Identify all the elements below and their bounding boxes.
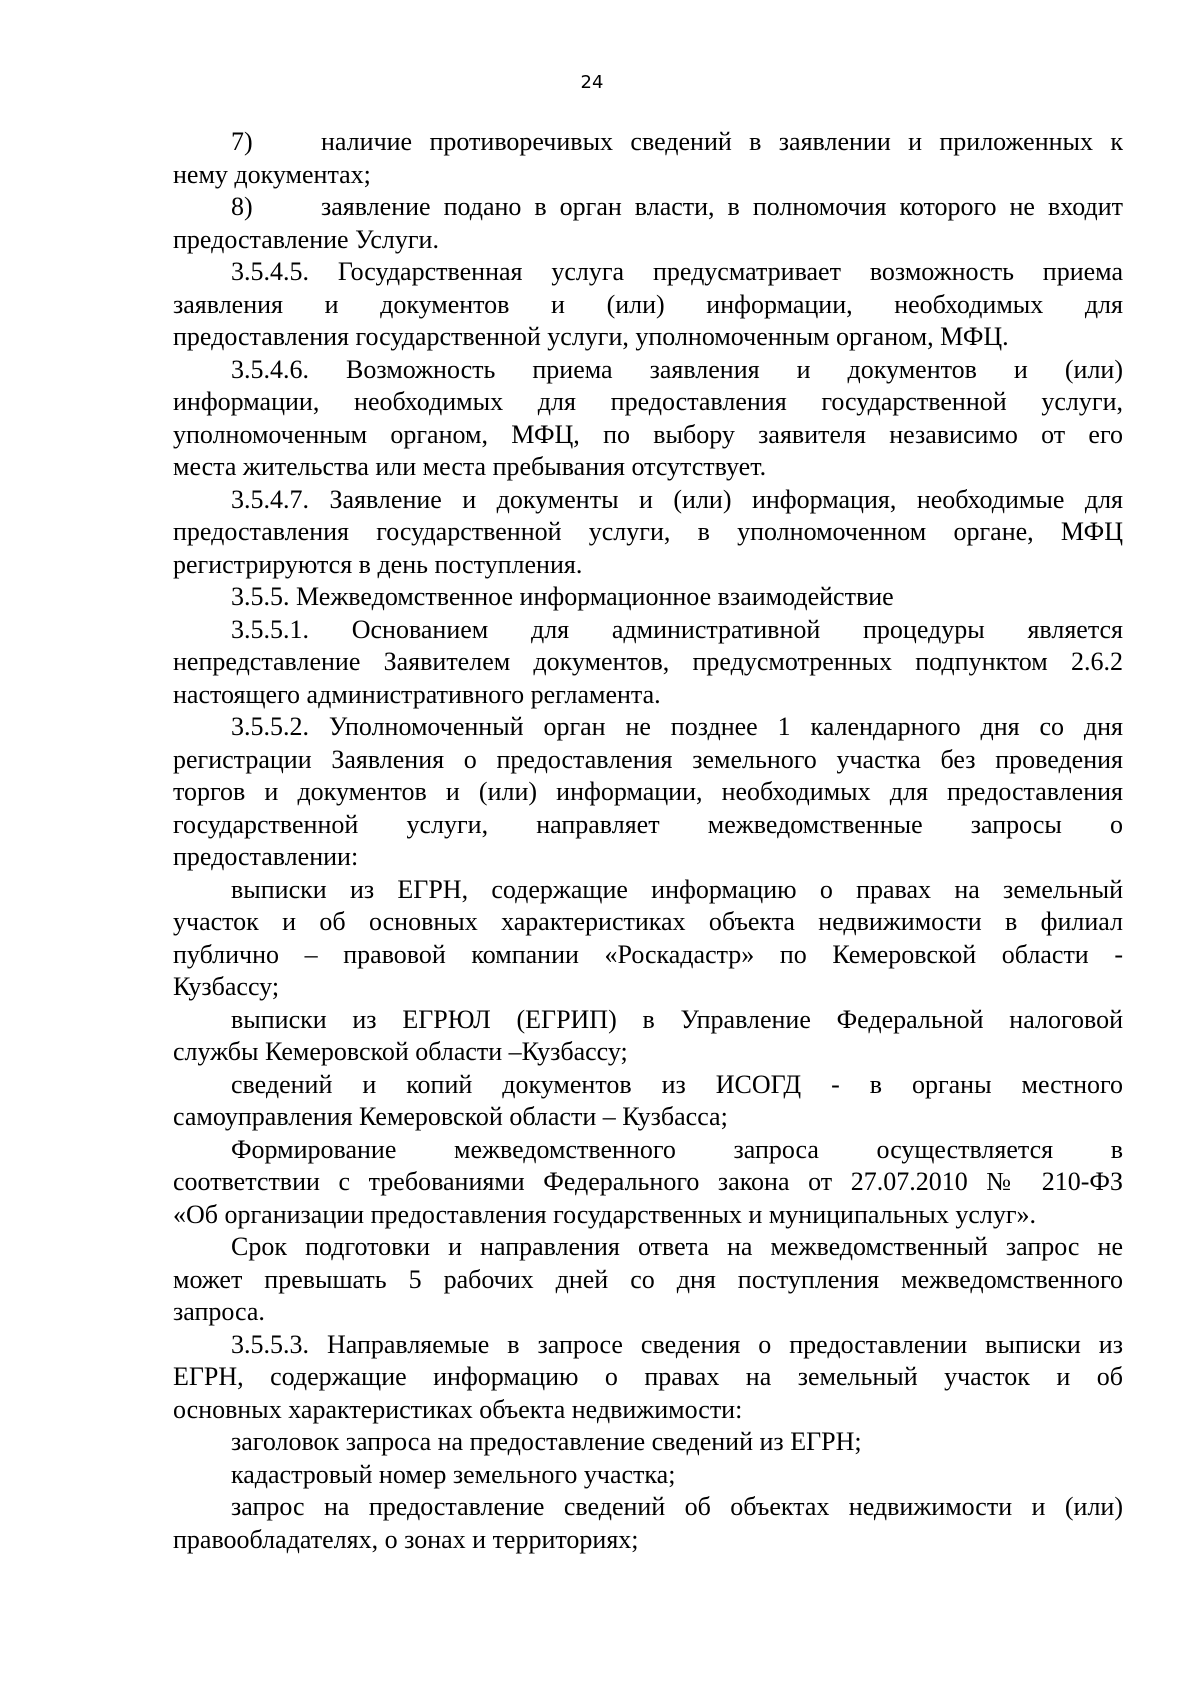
paragraph-line: сведений и копий документов из ИСОГД - в органы местного — [231, 1069, 1123, 1099]
paragraph-line: 3.5.4.6. Возможность приема заявления и документов и (или) — [231, 354, 1123, 384]
paragraph-line: заявления и документов и (или) информации, необходимых для — [173, 289, 1123, 319]
list-item — [173, 191, 1123, 256]
paragraph — [173, 354, 1123, 484]
paragraph — [173, 1134, 1123, 1232]
paragraph-line: соответствии с требованиями Федерального закона от 27.07.2010 № 210-ФЗ — [173, 1167, 1123, 1196]
paragraph-line: непредставление Заявителем документов, предусмотренных подпунктом 2.6.2 — [173, 647, 1123, 676]
paragraph — [173, 874, 1123, 1004]
paragraph-line: основных характеристиках объекта недвижимости: — [173, 1394, 743, 1424]
paragraph-line: 3.5.4.7. Заявление и документы и (или) информация, необходимые для — [231, 484, 1123, 514]
list-item — [173, 126, 1123, 191]
paragraph-line: заголовок запроса на предоставление сведений из ЕГРН; — [231, 1427, 862, 1456]
paragraph-line: «Об организации предоставления государственных и муниципальных услуг». — [173, 1199, 1037, 1229]
list-item-number: 7) — [231, 127, 253, 156]
paragraph — [173, 484, 1123, 582]
paragraph — [173, 614, 1123, 712]
paragraph-line: Формирование межведомственного запроса осуществляется в — [231, 1134, 1123, 1164]
paragraph-line: торгов и документов и (или) информации, необходимых для предоставления — [173, 777, 1123, 806]
paragraph-line: выписки из ЕГРН, содержащие информацию о правах на земельный — [231, 874, 1123, 904]
paragraph-line: службы Кемеровской области –Кузбассу; — [173, 1037, 628, 1066]
paragraph-line: запрос на предоставление сведений об объектах недвижимости и (или) — [231, 1492, 1123, 1521]
paragraph-line: информации, необходимых для предоставления государственной услуги, — [173, 387, 1123, 416]
paragraph-line: правообладателях, о зонах и территориях; — [173, 1524, 639, 1554]
paragraph-line: регистрации Заявления о предоставления земельного участка без проведения — [173, 744, 1123, 774]
paragraph-line: предоставлении: — [173, 842, 359, 871]
list-item-text: заявление подано в орган власти, в полномочия которого не входит — [321, 192, 1123, 221]
paragraph-line: 3.5.5.2. Уполномоченный орган не позднее 1 календарного дня со дня — [231, 712, 1123, 741]
paragraph — [173, 1004, 1123, 1069]
paragraph-line: регистрируются в день поступления. — [173, 549, 583, 579]
list-item-number: 8) — [231, 192, 253, 221]
paragraph — [173, 1491, 1123, 1556]
paragraph-line: может превышать 5 рабочих дней со дня поступления межведомственного — [173, 1264, 1123, 1294]
page-number: 24 — [580, 72, 604, 93]
list-item-text: наличие противоречивых сведений в заявлении и приложенных к — [321, 127, 1123, 156]
paragraph-line: 3.5.5. Межведомственное информационное взаимодействие — [231, 582, 894, 611]
paragraph — [173, 1329, 1123, 1427]
paragraph-line: кадастровый номер земельного участка; — [231, 1459, 676, 1489]
paragraph-line: государственной услуги, направляет межведомственные запросы о — [173, 809, 1123, 839]
section-heading — [173, 581, 1123, 614]
paragraph — [173, 711, 1123, 874]
paragraph-line: 3.5.5.3. Направляемые в запросе сведения о предоставлении выписки из — [231, 1329, 1123, 1359]
document-body — [173, 126, 1123, 1556]
paragraph-line: настоящего административного регламента. — [173, 679, 661, 709]
paragraph-line: 3.5.5.1. Основанием для административной процедуры является — [231, 614, 1123, 644]
paragraph — [173, 256, 1123, 354]
paragraph — [173, 1459, 1123, 1492]
paragraph-line: участок и об основных характеристиках объекта недвижимости в филиал — [173, 907, 1123, 936]
list-item-text: нему документах; — [173, 159, 371, 189]
paragraph-line: запроса. — [173, 1297, 265, 1326]
paragraph-line: 3.5.4.5. Государственная услуга предусматривает возможность приема — [231, 257, 1123, 286]
paragraph-line: предоставления государственной услуги, в уполномоченном органе, МФЦ — [173, 517, 1123, 546]
paragraph-line: самоуправления Кемеровской области – Кузбасса; — [173, 1102, 728, 1131]
paragraph-line: публично – правовой компании «Роскадастр» по Кемеровской области - — [173, 939, 1123, 969]
paragraph-line: ЕГРН, содержащие информацию о правах на земельный участок и об — [173, 1362, 1123, 1391]
list-item-text: предоставление Услуги. — [173, 224, 439, 254]
paragraph-line: выписки из ЕГРЮЛ (ЕГРИП) в Управление Федеральной налоговой — [231, 1004, 1123, 1034]
paragraph — [173, 1231, 1123, 1329]
paragraph-line: Кузбассу; — [173, 972, 280, 1001]
paragraph-line: предоставления государственной услуги, уполномоченным органом, МФЦ. — [173, 322, 1009, 351]
paragraph-line: уполномоченным органом, МФЦ, по выбору заявителя независимо от его — [173, 419, 1123, 449]
paragraph-line: места жительства или места пребывания отсутствует. — [173, 452, 767, 481]
paragraph — [173, 1069, 1123, 1134]
paragraph — [173, 1426, 1123, 1459]
paragraph-line: Срок подготовки и направления ответа на межведомственный запрос не — [231, 1232, 1123, 1261]
